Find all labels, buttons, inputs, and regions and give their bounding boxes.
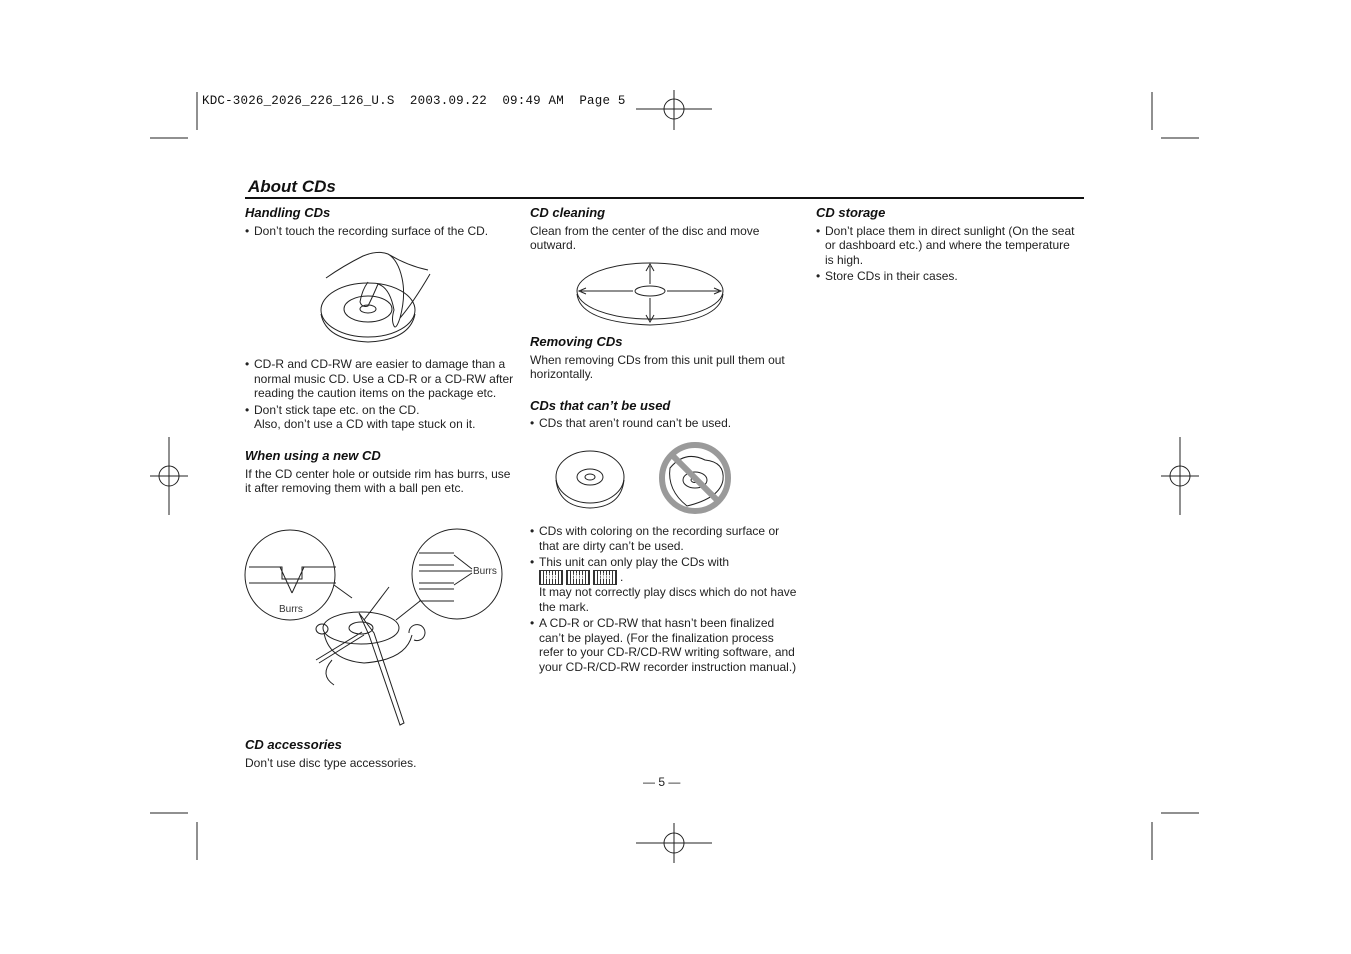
column-middle-lower [530,335,798,433]
column-left-bottom [245,738,515,770]
cant-use-bullet-3-cont: It may not correctly play discs which do not have the mark. [539,585,797,614]
cant-use-bullet-3-suffix: . [620,569,624,584]
heading-handling-cds: Handling CDs [245,205,331,220]
disc-logo-2: disc [566,570,590,585]
heading-accessories: CD accessories [245,737,342,752]
new-cd-text: If the CD center hole or outside rim has burrs, use it after removing them with a ball pen etc. [245,466,511,496]
column-right [816,205,1078,286]
handling-bullet-2: • CD-R and CD-RW are easier to damage than a normal music CD. Use a CD-R or a CD-RW after reading the caution items on the package etc. [245,357,515,401]
column-left [245,205,515,240]
page-title: About CDs [248,177,336,196]
handling-bullet-3-line2: Also, don’t use a CD with tape stuck on it. [254,417,476,432]
page-number: — 5 — [643,775,681,789]
cleaning-disc-illustration [575,260,725,330]
column-middle [530,205,798,253]
heading-cleaning: CD cleaning [530,205,606,220]
burrs-label-right: Burrs [473,566,497,577]
accessories-text: Don’t use disc type accessories. [245,755,417,770]
cant-use-bullet-4: • A CD-R or CD-RW that hasn’t been finalized can’t be played. (For the finalization process refer to your CD-R/CD-RW writing software, and your CD-R/CD-RW recorder instruction manual.) [530,616,798,674]
burrs-illustration [244,525,504,730]
disc-logo-1: disc [539,570,563,585]
cant-use-bullet-2: • CDs with coloring on the recording surface or that are dirty can’t be used. [530,524,798,553]
column-middle-bottom [530,524,798,677]
burrs-label-left: Burrs [279,604,303,615]
removing-text: When removing CDs from this unit pull them out horizontally. [530,352,785,382]
cant-use-bullet-1: • CDs that aren’t round can’t be used. [530,416,798,431]
cleaning-text: Clean from the center of the disc and move outward. [530,223,760,253]
storage-bullet-1: • Don’t place them in direct sunlight (On the seat or dashboard etc.) and where the temperature is high. [816,224,1078,268]
print-header: KDC-3026_2026_226_126_U.S 2003.09.22 09:49 AM Page 5 [202,94,626,108]
handling-cd-illustration [318,248,448,348]
cant-use-illustration [555,440,745,520]
cant-use-bullet-3-text: This unit can only play the CDs with [539,555,730,570]
handling-bullet-3-line1: Don’t stick tape etc. on the CD. [254,402,420,417]
heading-cant-use: CDs that can’t be used [530,397,671,413]
column-left-lower [245,357,515,496]
heading-storage: CD storage [816,205,886,220]
cant-use-bullet-3 [530,555,798,614]
storage-bullet-2: • Store CDs in their cases. [816,269,1078,284]
heading-new-cd: When using a new CD [245,447,381,463]
heading-removing: Removing CDs [530,334,623,349]
handling-bullet-1: • Don’t touch the recording surface of the CD. [245,224,515,239]
title-rule [245,197,1084,199]
disc-logo-3: disc [593,570,617,585]
handling-bullet-3 [245,403,515,432]
